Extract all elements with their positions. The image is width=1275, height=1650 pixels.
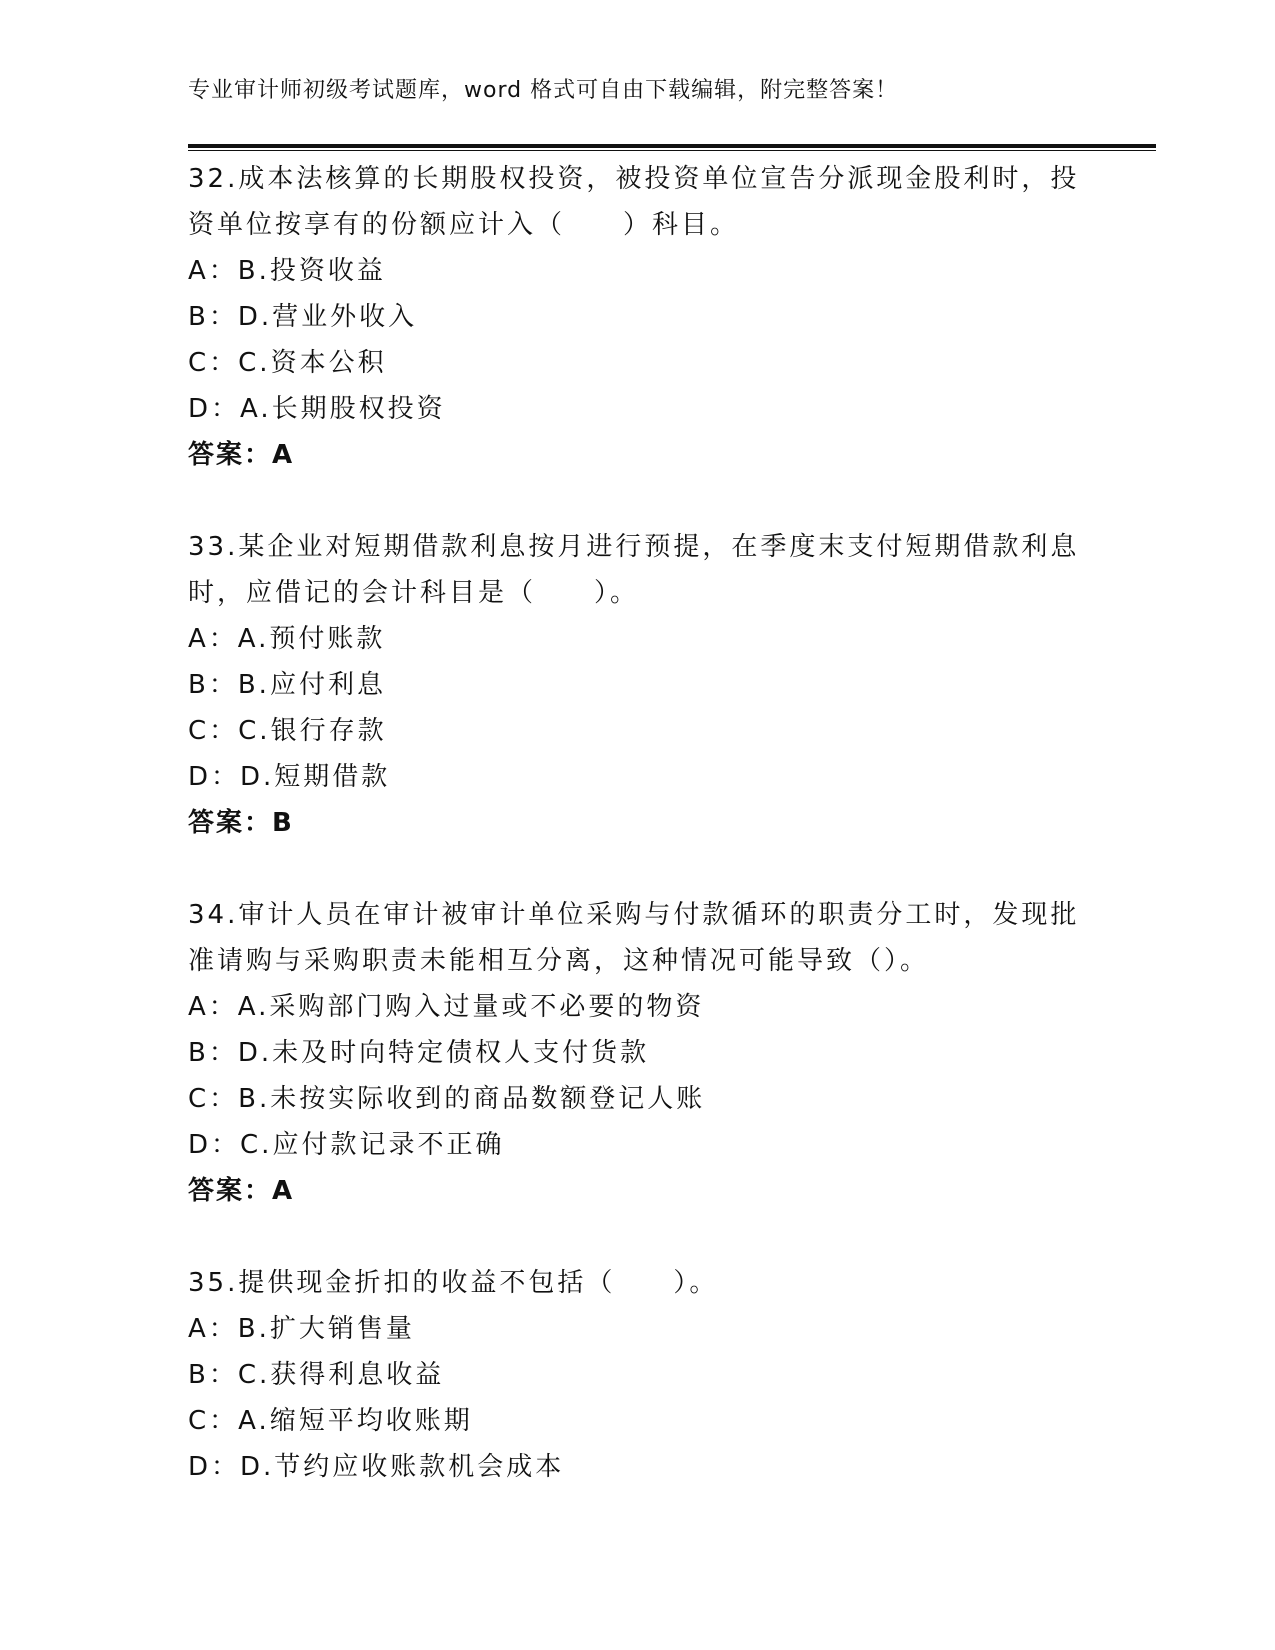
question-text: 35.提供现金折扣的收益不包括（ ）。 — [188, 1268, 719, 1298]
question-text: 34.审计人员在审计被审计单位采购与付款循环的职责分工时，发现批准请购与采购职责未能相互分离，这种情况可能导致（）。 — [188, 900, 1080, 976]
question-text: 33.某企业对短期借款利息按月进行预提，在季度末支付短期借款利息时，应借记的会计科目是（ ）。 — [188, 532, 1080, 608]
option-a: A：A.采购部门购入过量或不必要的物资 — [188, 992, 705, 1022]
page-header-text: 专业审计师初级考试题库，word 格式可自由下载编辑，附完整答案！ — [188, 78, 899, 103]
option-d: D：D.节约应收账款机会成本 — [188, 1452, 565, 1482]
option-b: B：D.营业外收入 — [188, 302, 418, 332]
option-b: B：D.未及时向特定债权人支付货款 — [188, 1038, 650, 1068]
answer: 答案：A — [188, 1176, 295, 1206]
question-35 — [188, 1260, 1088, 1490]
header-rule-thin — [188, 150, 1156, 151]
option-c: C：C.资本公积 — [188, 348, 387, 378]
option-c: C：B.未按实际收到的商品数额登记人账 — [188, 1084, 706, 1114]
option-a: A：A.预付账款 — [188, 624, 386, 654]
option-c: C：A.缩短平均收账期 — [188, 1406, 473, 1436]
answer: 答案：B — [188, 808, 294, 838]
option-b: B：B.应付利息 — [188, 670, 386, 700]
answer: 答案：A — [188, 440, 295, 470]
option-d: D：A.长期股权投资 — [188, 394, 446, 424]
option-b: B：C.获得利息收益 — [188, 1360, 445, 1390]
question-list — [188, 156, 1088, 1536]
question-33 — [188, 524, 1088, 846]
option-a: A：B.扩大销售量 — [188, 1314, 415, 1344]
header-rule-thick — [188, 144, 1156, 148]
option-d: D：D.短期借款 — [188, 762, 391, 792]
option-a: A：B.投资收益 — [188, 256, 386, 286]
question-34 — [188, 892, 1088, 1214]
option-c: C：C.银行存款 — [188, 716, 387, 746]
question-32 — [188, 156, 1088, 478]
question-text: 32.成本法核算的长期股权投资，被投资单位宣告分派现金股利时，投资单位按享有的份额应计入（ ）科目。 — [188, 164, 1080, 240]
option-d: D：C.应付款记录不正确 — [188, 1130, 505, 1160]
